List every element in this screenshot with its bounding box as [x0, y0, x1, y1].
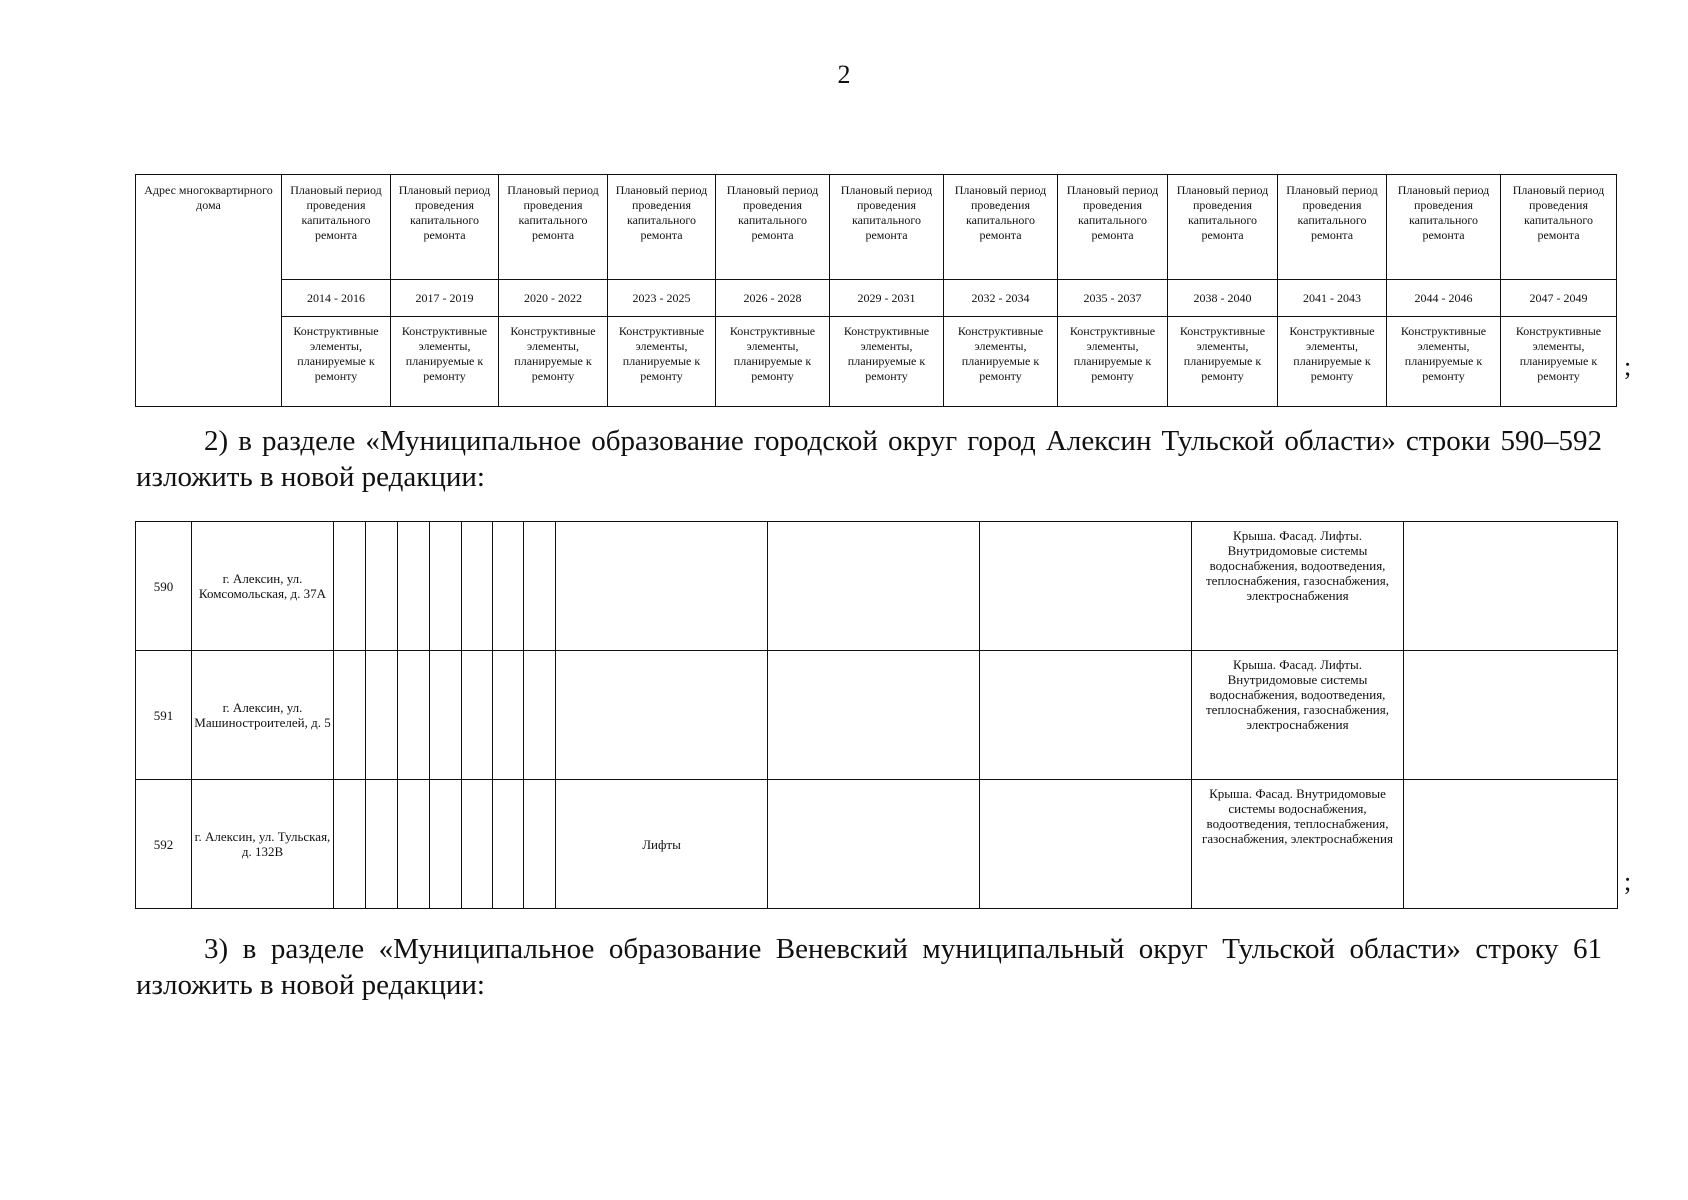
- year-range: 2035 - 2037: [1058, 280, 1168, 317]
- period-header: Плановый период проведения капитального ремонта: [716, 175, 830, 280]
- row-address: г. Алексин, ул. Тульская, д. 132В: [192, 780, 334, 909]
- period-header: Плановый период проведения капитального ремонта: [1501, 175, 1617, 280]
- elements-label: Конструктивные элементы, планируемые к ремонту: [282, 317, 391, 407]
- period-header: Плановый период проведения капитального ремонта: [499, 175, 608, 280]
- period-header: Плановый период проведения капитального ремонта: [1387, 175, 1501, 280]
- period-header: Плановый период проведения капитального ремонта: [1278, 175, 1387, 280]
- year-range: 2014 - 2016: [282, 280, 391, 317]
- period-header: Плановый период проведения капитального ремонта: [944, 175, 1058, 280]
- elements-label: Конструктивные элементы, планируемые к ремонту: [1168, 317, 1278, 407]
- row-address: г. Алексин, ул. Комсомольская, д. 37А: [192, 522, 334, 651]
- year-range: 2044 - 2046: [1387, 280, 1501, 317]
- period-header: Плановый период проведения капитального ремонта: [391, 175, 499, 280]
- semicolon-1: ;: [1624, 352, 1632, 381]
- year-range: 2038 - 2040: [1168, 280, 1278, 317]
- row-number: 591: [136, 651, 192, 780]
- row-col-2041: Крыша. Фасад. Лифты. Внутридомовые системы водоснабжения, водоотведения, теплоснабжения, газоснабжения, электроснабжения: [1192, 651, 1404, 780]
- table-row: [136, 780, 1618, 909]
- year-range: 2017 - 2019: [391, 280, 499, 317]
- elements-label: Конструктивные элементы, планируемые к ремонту: [499, 317, 608, 407]
- row-col-2017: [556, 651, 768, 780]
- year-range: 2020 - 2022: [499, 280, 608, 317]
- elements-label: Конструктивные элементы, планируемые к ремонту: [391, 317, 499, 407]
- table-row: [136, 522, 1618, 651]
- period-header: Плановый период проведения капитального ремонта: [282, 175, 391, 280]
- elements-label: Конструктивные элементы, планируемые к ремонту: [716, 317, 830, 407]
- row-col-2017: Лифты: [556, 780, 768, 909]
- period-header: Плановый период проведения капитального ремонта: [608, 175, 716, 280]
- year-range: 2026 - 2028: [716, 280, 830, 317]
- paragraph-3-text: 3) в разделе «Муниципальное образование Веневский муниципальный округ Тульской области» строку 61 изложить в новой редакции:: [136, 933, 1602, 1001]
- elements-label: Конструктивные элементы, планируемые к ремонту: [1278, 317, 1387, 407]
- page-number: 2: [837, 60, 851, 89]
- row-number: 590: [136, 522, 192, 651]
- elements-label: Конструктивные элементы, планируемые к ремонту: [1058, 317, 1168, 407]
- row-number: 592: [136, 780, 192, 909]
- elements-label: Конструктивные элементы, планируемые к ремонту: [944, 317, 1058, 407]
- elements-label: Конструктивные элементы, планируемые к ремонту: [608, 317, 716, 407]
- period-header: Плановый период проведения капитального ремонта: [1058, 175, 1168, 280]
- period-header: Плановый период проведения капитального ремонта: [1168, 175, 1278, 280]
- year-range: 2041 - 2043: [1278, 280, 1387, 317]
- data-table: [135, 521, 1618, 909]
- year-range: 2032 - 2034: [944, 280, 1058, 317]
- paragraph-3: [136, 931, 1602, 1003]
- paragraph-2-text: 2) в разделе «Муниципальное образование городской округ город Алексин Тульской области» строки 590–592 изложить в новой редакции:: [136, 425, 1602, 493]
- header-table: [135, 174, 1617, 407]
- row-col-2017: [556, 522, 768, 651]
- paragraph-2: [136, 423, 1602, 495]
- period-header: Плановый период проведения капитального ремонта: [830, 175, 944, 280]
- year-range: 2029 - 2031: [830, 280, 944, 317]
- elements-label: Конструктивные элементы, планируемые к ремонту: [830, 317, 944, 407]
- elements-label: Конструктивные элементы, планируемые к ремонту: [1501, 317, 1617, 407]
- address-header: Адрес многоквартирного дома: [136, 175, 282, 407]
- row-col-2041: Крыша. Фасад. Лифты. Внутридомовые системы водоснабжения, водоотведения, теплоснабжения, газоснабжения, электроснабжения: [1192, 522, 1404, 651]
- elements-label: Конструктивные элементы, планируемые к ремонту: [1387, 317, 1501, 407]
- row-address: г. Алексин, ул. Машиностроителей, д. 5: [192, 651, 334, 780]
- table-row: [136, 651, 1618, 780]
- semicolon-2: ;: [1624, 867, 1632, 896]
- row-col-2041: Крыша. Фасад. Внутридомовые системы водоснабжения, водоотведения, теплоснабжения, газоснабжения, электроснабжения: [1192, 780, 1404, 909]
- year-range: 2047 - 2049: [1501, 280, 1617, 317]
- year-range: 2023 - 2025: [608, 280, 716, 317]
